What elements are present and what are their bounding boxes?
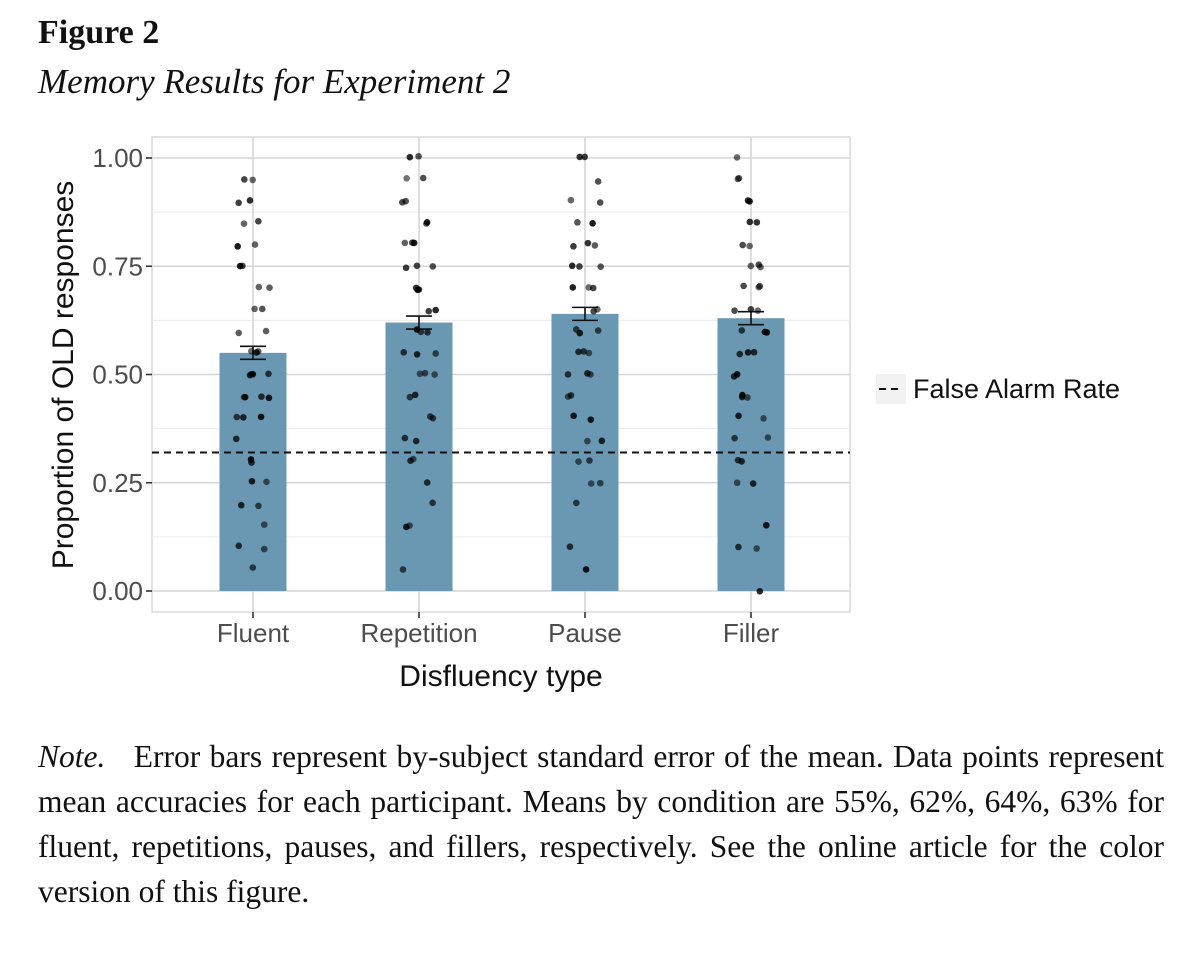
- data-point: [251, 306, 258, 313]
- data-point: [265, 370, 272, 377]
- x-axis-ticks: [217, 612, 780, 648]
- data-point: [414, 262, 421, 269]
- note-label: Note.: [38, 739, 106, 774]
- data-point: [584, 438, 591, 445]
- data-point: [258, 393, 265, 400]
- data-point: [568, 392, 575, 399]
- data-point: [735, 544, 742, 551]
- data-point: [592, 242, 599, 249]
- data-point: [415, 153, 422, 160]
- data-point: [400, 566, 407, 573]
- data-point: [235, 200, 242, 207]
- data-point: [429, 500, 436, 507]
- data-point: [581, 154, 588, 161]
- data-point: [763, 522, 770, 529]
- data-point: [418, 329, 425, 336]
- data-point: [399, 199, 406, 206]
- data-point: [573, 500, 580, 507]
- data-point: [746, 198, 753, 205]
- data-point: [255, 503, 262, 510]
- data-point: [575, 458, 582, 465]
- data-point: [247, 197, 254, 204]
- figure-title: Memory Results for Experiment 2: [38, 62, 511, 101]
- data-point: [576, 330, 583, 337]
- data-point: [409, 239, 416, 246]
- data-point: [751, 349, 758, 356]
- data-point: [241, 176, 248, 183]
- data-point: [568, 197, 575, 204]
- data-point: [748, 306, 755, 313]
- data-point: [731, 307, 738, 314]
- data-point: [597, 263, 604, 270]
- data-point: [569, 263, 576, 270]
- data-point: [249, 564, 256, 571]
- data-point: [756, 588, 763, 595]
- data-point: [587, 371, 594, 378]
- data-point: [583, 566, 590, 573]
- y-tick-label: 0.00: [92, 576, 143, 606]
- data-point: [431, 371, 438, 378]
- data-point: [748, 263, 755, 270]
- data-point: [594, 306, 601, 313]
- figure-label: Figure 2: [38, 14, 160, 51]
- data-point: [589, 220, 596, 227]
- y-tick-label: 0.50: [92, 359, 143, 390]
- data-point: [734, 154, 741, 161]
- data-point: [252, 241, 259, 248]
- data-point: [424, 479, 431, 486]
- data-point: [565, 371, 572, 378]
- data-point: [248, 348, 255, 355]
- data-point: [423, 220, 430, 227]
- data-point: [595, 327, 602, 334]
- data-point: [738, 327, 745, 334]
- data-point: [745, 349, 752, 356]
- y-axis-title: Proportion of OLD responses: [47, 180, 80, 570]
- data-point: [570, 413, 577, 420]
- x-axis-title: Disfluency type: [399, 660, 603, 693]
- data-point: [255, 218, 262, 225]
- x-tick-label: Repetition: [360, 618, 478, 648]
- data-point: [248, 371, 255, 378]
- data-point: [263, 479, 270, 486]
- data-point: [586, 457, 593, 464]
- data-point: [570, 284, 577, 291]
- data-point: [765, 434, 772, 441]
- data-point: [731, 373, 738, 380]
- data-point: [403, 265, 410, 272]
- data-point: [239, 263, 246, 270]
- data-point: [417, 370, 424, 377]
- data-point: [235, 542, 242, 549]
- data-point: [599, 438, 606, 445]
- data-point: [233, 436, 240, 443]
- data-point: [266, 395, 273, 402]
- data-point: [750, 480, 757, 487]
- x-tick-label: Pause: [548, 618, 622, 648]
- data-point: [238, 502, 245, 509]
- data-point: [424, 329, 431, 336]
- data-point: [744, 394, 751, 401]
- data-point: [248, 459, 255, 466]
- data-point: [576, 263, 583, 270]
- bar-repetition: [386, 323, 453, 591]
- data-point: [567, 543, 574, 550]
- data-point: [234, 243, 241, 250]
- data-point: [747, 219, 754, 226]
- data-point: [256, 284, 263, 291]
- data-point: [414, 351, 421, 358]
- data-point: [735, 413, 742, 420]
- data-point: [587, 416, 594, 423]
- note-text: Error bars represent by-subject standard error of the mean. Data points represent mean accuracies for each participant. Means by condition are 55%, 62%, 64%, 63% for fluent, repetitions, pauses, and fillers, respectively. See the online article for the color version of this figure.: [38, 739, 1164, 909]
- data-point: [261, 546, 268, 553]
- data-point: [575, 349, 582, 356]
- data-point: [432, 350, 439, 357]
- data-point: [403, 524, 410, 531]
- data-point: [755, 261, 762, 268]
- data-point: [731, 435, 738, 442]
- data-point: [403, 175, 410, 182]
- x-tick-label: Fluent: [216, 618, 290, 648]
- data-point: [736, 351, 743, 358]
- data-point: [402, 435, 409, 442]
- legend-label: False Alarm Rate: [913, 374, 1121, 404]
- figure-note: [38, 734, 1164, 914]
- data-point: [755, 284, 762, 291]
- data-point: [249, 177, 256, 184]
- data-point: [595, 178, 602, 185]
- bar-fluent: [220, 353, 287, 591]
- x-tick-label: Filler: [722, 618, 780, 648]
- data-point: [410, 456, 417, 463]
- data-point: [242, 394, 249, 401]
- data-point: [249, 478, 256, 485]
- data-point: [407, 154, 414, 161]
- data-point: [597, 199, 604, 206]
- data-point: [588, 480, 595, 487]
- data-point: [413, 285, 420, 292]
- data-point: [585, 240, 592, 247]
- data-point: [400, 349, 407, 356]
- data-point: [255, 348, 262, 355]
- data-point: [755, 307, 762, 314]
- data-point: [740, 283, 747, 290]
- data-point: [735, 176, 742, 183]
- bar-filler: [718, 318, 785, 591]
- data-point: [420, 175, 427, 182]
- data-point: [261, 521, 268, 528]
- data-point: [754, 219, 761, 226]
- data-point: [432, 307, 439, 314]
- y-tick-label: 0.25: [92, 467, 143, 498]
- data-point: [570, 243, 577, 250]
- data-point: [430, 263, 437, 270]
- data-point: [762, 329, 769, 336]
- data-point: [746, 243, 753, 250]
- y-tick-label: 0.75: [92, 251, 143, 282]
- data-point: [735, 457, 742, 464]
- data-point: [574, 219, 581, 226]
- data-point: [402, 240, 409, 247]
- y-tick-label: 1.00: [92, 143, 143, 173]
- data-point: [597, 480, 604, 487]
- data-point: [734, 479, 741, 486]
- data-point: [241, 220, 248, 227]
- data-point: [263, 328, 270, 335]
- data-point: [259, 306, 266, 313]
- data-point: [266, 284, 273, 291]
- data-point: [234, 414, 241, 421]
- data-point: [407, 394, 414, 401]
- legend: [876, 374, 1120, 404]
- data-point: [427, 413, 434, 420]
- y-axis-ticks: [92, 143, 152, 606]
- data-point: [258, 414, 265, 421]
- data-point: [425, 308, 432, 315]
- data-point: [753, 545, 760, 552]
- data-point: [585, 284, 592, 291]
- data-point: [760, 415, 767, 422]
- data-point: [240, 414, 247, 421]
- data-point: [739, 242, 746, 249]
- data-point: [235, 330, 242, 337]
- data-point: [413, 438, 420, 445]
